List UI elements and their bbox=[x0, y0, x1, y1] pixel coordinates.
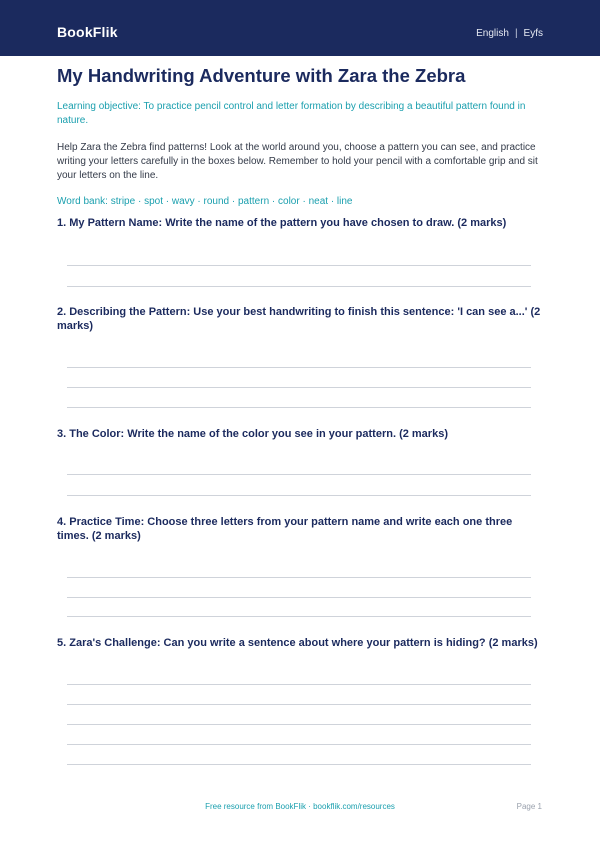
level-label[interactable]: Eyfs bbox=[523, 28, 543, 39]
page-number: Page 1 bbox=[516, 802, 542, 811]
writing-line[interactable] bbox=[67, 387, 531, 388]
writing-line[interactable] bbox=[67, 367, 531, 368]
writing-line[interactable] bbox=[67, 407, 531, 408]
header-bar bbox=[0, 0, 600, 56]
question-1: 1. My Pattern Name: Write the name of the pattern you have chosen to draw. (2 marks) bbox=[57, 217, 507, 229]
question-3: 3. The Color: Write the name of the color you see in your pattern. (2 marks) bbox=[57, 428, 448, 440]
writing-line[interactable] bbox=[67, 684, 531, 685]
writing-line[interactable] bbox=[67, 616, 531, 617]
writing-line[interactable] bbox=[67, 724, 531, 725]
worksheet-intro bbox=[57, 64, 543, 209]
brand-logo[interactable]: BookFlik bbox=[57, 24, 118, 40]
language-label[interactable]: English bbox=[476, 28, 509, 39]
writing-line[interactable] bbox=[67, 286, 531, 287]
writing-line[interactable] bbox=[67, 744, 531, 745]
header-separator: | bbox=[514, 28, 518, 39]
word-bank: Word bank: stripe · spot · wavy · round · pattern · color · neat · line bbox=[57, 196, 353, 207]
instructions: Help Zara the Zebra find patterns! Look at the world around you, choose a pattern you can see, and practice writing your letters carefully in the boxes below. Remember to hold your pencil with a comfortable grip and sit your letters on the line. bbox=[57, 142, 538, 181]
footer-source-link[interactable]: Free resource from BookFlik · bookflik.com/resources bbox=[205, 802, 395, 811]
page-title: My Handwriting Adventure with Zara the Zebra bbox=[57, 65, 466, 86]
header-nav bbox=[476, 28, 543, 39]
writing-line[interactable] bbox=[67, 495, 531, 496]
writing-line[interactable] bbox=[67, 764, 531, 765]
writing-line[interactable] bbox=[67, 704, 531, 705]
question-5: 5. Zara's Challenge: Can you write a sentence about where your pattern is hiding? (2 marks) bbox=[57, 637, 538, 649]
writing-line[interactable] bbox=[67, 265, 531, 266]
question-4: 4. Practice Time: Choose three letters from your pattern name and write each one three times. (2 marks) bbox=[57, 516, 513, 542]
writing-line[interactable] bbox=[67, 474, 531, 475]
writing-line[interactable] bbox=[67, 577, 531, 578]
learning-objective: Learning objective: To practice pencil control and letter formation by describing a beautiful pattern found in nature. bbox=[57, 101, 526, 126]
writing-line[interactable] bbox=[67, 597, 531, 598]
question-2: 2. Describing the Pattern: Use your best handwriting to finish this sentence: 'I can see a...' (2 marks) bbox=[57, 306, 541, 332]
